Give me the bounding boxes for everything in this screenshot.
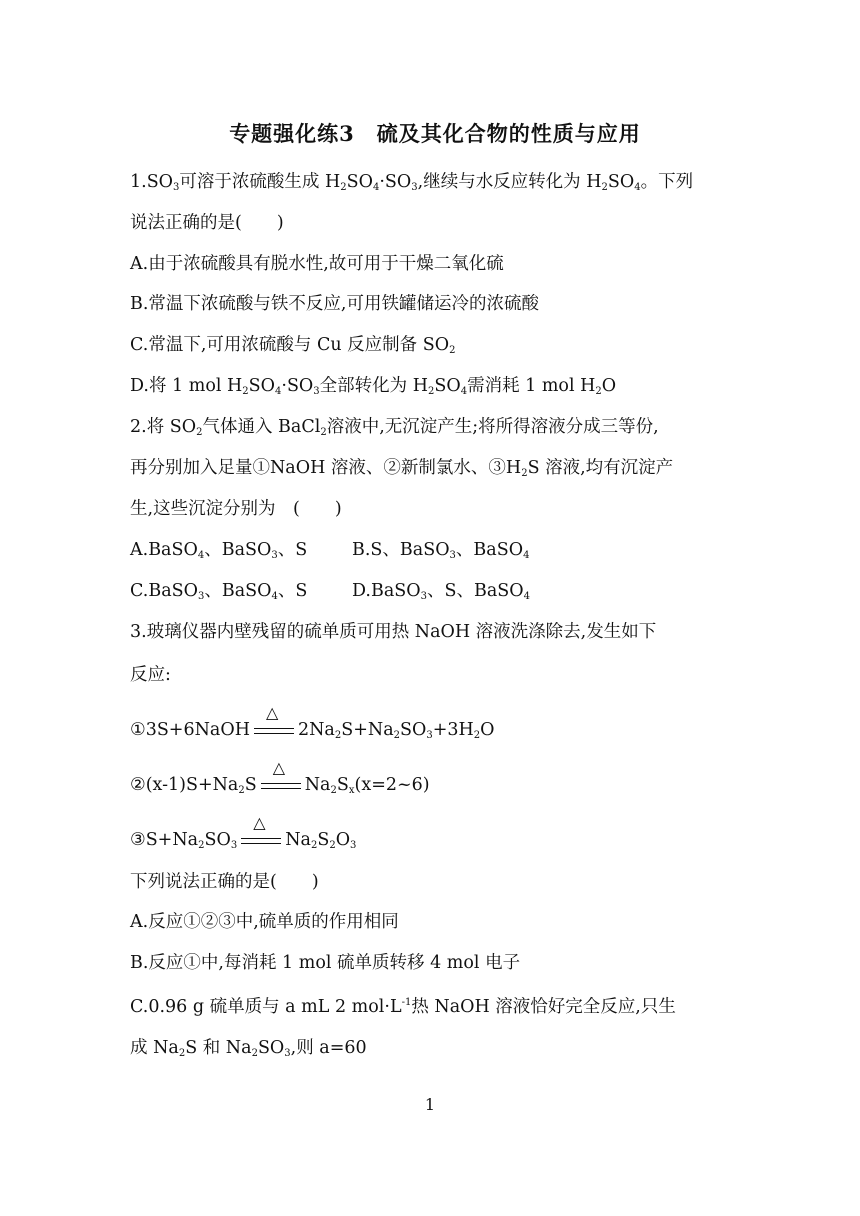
q3-option-b: B.反应①中,每消耗 1 mol 硫单质转移 4 mol 电子 [130,953,521,973]
heat-icon: △ [253,812,266,832]
subscript: 3 [313,386,320,397]
text: 、BaSO [204,540,272,560]
subscript: 2 [310,840,318,851]
subscript: 2 [334,730,342,741]
subscript: 2 [601,182,608,193]
text: C.BaSO [130,581,198,601]
text: S+Na [341,720,394,740]
text: SO [346,172,373,192]
q3-reaction-3 [130,812,357,852]
text: 、BaSO [455,540,524,560]
q3-stem-line1: 3.玻璃仪器内壁残留的硫单质可用热 NaOH 溶液洗涤除去,发生如下 [130,622,657,642]
text: SO [248,376,275,396]
text: O [601,376,617,396]
subscript: 2 [242,386,249,397]
text: 、BaSO [204,581,272,601]
subscript: 2 [449,345,456,356]
text: SO [434,376,461,396]
text: SO [257,1038,285,1058]
text: S 和 Na [185,1038,252,1058]
subscript: 4 [197,550,205,561]
subscript: 4 [634,182,641,193]
subscript: 3 [449,550,456,561]
q3-option-c-line1 [130,995,676,1019]
subscript: 2 [329,840,336,851]
text: D.将 1 mol H [130,376,243,396]
heat-equals-sign [241,812,281,851]
subscript: 3 [426,730,433,741]
text: 再分别加入足量①NaOH 溶液、②新制氯水、③H [130,458,522,478]
subscript: 3 [411,182,418,193]
text: C.0.96 g 硫单质与 a mL 2 mol·L [130,997,402,1017]
text: 热 NaOH 溶液恰好完全反应,只生 [411,997,676,1017]
subscript: 4 [372,182,380,193]
subscript: 4 [271,591,278,602]
text: (x=2~6) [354,775,430,795]
text: 需消耗 1 mol H [467,376,596,396]
q2-stem-line3: 生,这些沉淀分别为 ( ) [130,499,342,519]
subscript: 2 [427,386,435,397]
subscript: 2 [521,468,528,479]
q1-stem-line2: 说法正确的是( ) [130,213,284,233]
q1-option-a: A.由于浓硫酸具有脱水性,故可用于干燥二氧化硫 [130,254,504,274]
text: +3H [432,720,474,740]
text: Na [285,830,311,850]
text: SO [400,720,427,740]
text: ②(x-1)S+Na [130,775,239,795]
q1-option-b: B.常温下浓硫酸与铁不反应,可用铁罐储运冷的浓硫酸 [130,294,539,314]
superscript: -1 [401,997,412,1008]
q2-option-c [130,579,307,603]
q3-question: 下列说法正确的是( ) [130,872,319,892]
subscript: 2 [393,730,401,741]
subscript: 4 [275,386,282,397]
q3-option-a: A.反应①②③中,硫单质的作用相同 [130,912,399,932]
subscript: 2 [340,182,347,193]
q3-option-c-line2 [130,1036,367,1060]
text: Na [304,775,331,795]
subscript: 4 [523,550,530,561]
subscript: 2 [178,1048,186,1059]
subscript: 3 [284,1048,291,1059]
heat-icon: △ [265,702,279,722]
page-number: 1 [424,1095,436,1114]
subscript: 2 [251,1048,258,1059]
text: 溶液中,无沉淀产生;将所得溶液分成三等份, [326,417,659,437]
subscript: 2 [473,730,481,741]
subscript: 3 [230,840,238,851]
text: 1.SO [130,172,174,192]
subscript: 3 [271,550,278,561]
subscript: 3 [350,840,357,851]
text: ,则 a=60 [290,1038,367,1058]
text: D.BaSO [352,581,421,601]
subscript: 2 [320,427,327,438]
subscript: 4 [523,591,530,602]
text: 。下列 [640,172,694,192]
text: S [244,775,257,795]
text: S [317,830,330,850]
text: ·SO [281,376,314,396]
text: A.BaSO [130,540,198,560]
text: 、S [277,540,308,560]
text: ③S+Na [130,830,199,850]
subscript: 4 [460,386,468,397]
text: ①3S+6NaOH [130,720,250,740]
subscript: 2 [198,840,205,851]
subscript: 2 [330,785,337,796]
text: S 溶液,均有沉淀产 [527,458,674,478]
q1-stem-line1 [130,170,693,194]
subscript: 3 [173,182,180,193]
subscript: 2 [595,386,602,397]
q1-option-d [130,374,616,398]
heat-equals-sign [261,757,301,796]
text: 、S、BaSO [426,581,524,601]
text: 全部转化为 H [319,376,428,396]
q2-option-b [352,538,529,562]
text: 2Na [297,720,335,740]
q1-option-c [130,333,455,357]
text: C.常温下,可用浓硫酸与 Cu 反应制备 SO [130,335,450,355]
q2-stem-line2 [130,456,673,480]
text: 成 Na [130,1038,179,1058]
text: S [336,775,349,795]
text: 2.将 SO [130,417,197,437]
text: 气体通入 BaCl [202,417,321,437]
q3-reaction-2 [130,757,430,797]
subscript: 2 [238,785,245,796]
subscript: 2 [196,427,203,438]
q2-stem-line1 [130,415,659,439]
text: ,继续与水反应转化为 H [417,172,602,192]
text: 、S [277,581,308,601]
subscript: 3 [197,591,205,602]
heat-icon: △ [272,757,286,777]
q2-option-a [130,538,307,562]
text: ·SO [379,172,412,192]
heat-equals-sign [254,702,294,741]
text: SO [607,172,635,192]
text: 可溶于浓硫酸生成 H [179,172,341,192]
subscript: x [348,785,355,796]
page-title: 专题强化练3 硫及其化合物的性质与应用 [229,121,641,146]
subscript: 3 [420,591,427,602]
q2-option-d [352,579,530,603]
text: SO [204,830,231,850]
text: B.S、BaSO [352,540,450,560]
text: O [480,720,495,740]
q3-reaction-1 [130,702,495,742]
q3-stem-line2: 反应: [130,665,171,685]
text: O [335,830,351,850]
